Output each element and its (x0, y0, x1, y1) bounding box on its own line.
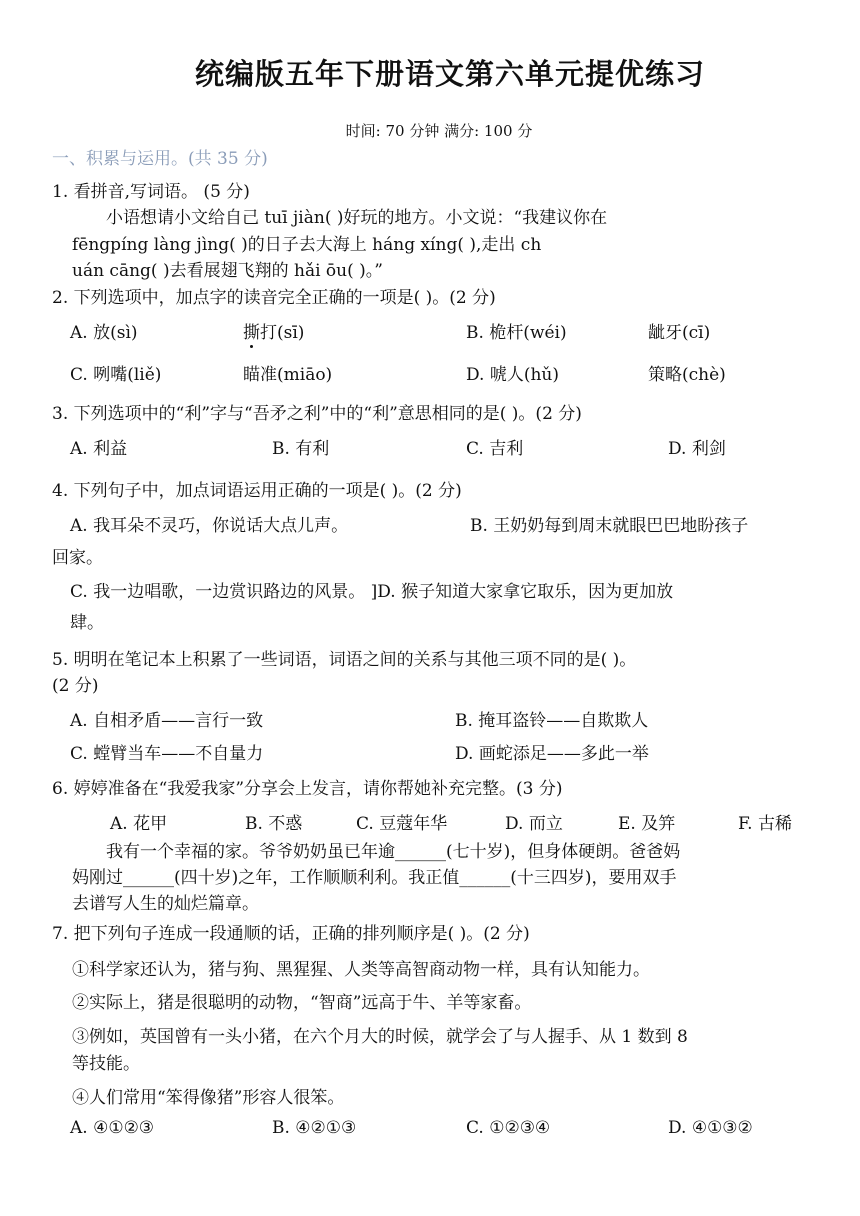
question-2-option-b2: 龇牙(cī) (648, 323, 711, 343)
question-1-stem: 1. 看拼音,写词语。 (5 分) (52, 182, 250, 202)
question-6-option-c: C. 豆蔻年华 (356, 814, 448, 834)
question-2-option-d2: 策略(chè) (648, 365, 726, 385)
question-2-option-d1: D. 唬人(hǔ) (466, 365, 560, 385)
question-6-option-b: B. 不惑 (245, 814, 303, 834)
question-2-option-c1: C. 咧嘴(liě) (70, 365, 162, 385)
question-3-option-d: D. 利剑 (668, 439, 726, 459)
question-2-stem: 2. 下列选项中，加点字的读音完全正确的一项是( )。(2 分) (52, 288, 496, 308)
question-7-sentence-1: ①科学家还认为，猪与狗、黑猩猩、人类等高智商动物一样，具有认知能力。 (72, 960, 650, 980)
question-7-stem: 7. 把下列句子连成一段通顺的话，正确的排列顺序是( )。(2 分) (52, 924, 530, 944)
section-heading: 一、积累与运用。(共 35 分) (52, 149, 268, 169)
question-7-option-b: B. ④②①③ (272, 1118, 357, 1138)
question-6-option-e: E. 及笄 (618, 814, 676, 834)
exam-meta: 时间: 70 分钟 满分: 100 分 (345, 122, 533, 140)
question-3-option-c: C. 吉利 (466, 439, 524, 459)
question-2-option-a2: 撕打(sī) (243, 318, 304, 343)
question-7-sentence-2: ②实际上，猪是很聪明的动物，“智商”远高于牛、羊等家畜。 (72, 993, 532, 1013)
question-3-option-b: B. 有利 (272, 439, 330, 459)
question-6-stem: 6. 婷婷准备在“我爱我家”分享会上发言，请你帮她补充完整。(3 分) (52, 779, 563, 799)
question-6-passage-2: 妈刚过______(四十岁)之年，工作顺顺利利。我正值______(十三四岁)，要用双手 (72, 868, 677, 888)
question-4-option-d-cont: 肆。 (70, 613, 104, 633)
question-4-option-b: B. 王奶奶每到周末就眼巴巴地盼孩子 (470, 516, 749, 536)
question-5-option-b: B. 掩耳盗铃——自欺欺人 (455, 711, 649, 731)
question-6-passage-3: 去谱写人生的灿烂篇章。 (72, 894, 259, 914)
question-1-line-3: uán cāng( )去看展翅飞翔的 hǎi ōu( )。” (72, 261, 383, 281)
question-5-score: (2 分) (52, 676, 99, 696)
question-4-option-b-cont: 回家。 (52, 548, 103, 568)
question-5-option-a: A. 自相矛盾——言行一致 (70, 711, 264, 731)
question-7-option-d: D. ④①③② (668, 1118, 753, 1138)
question-7-option-c: C. ①②③④ (466, 1118, 551, 1138)
question-5-stem: 5. 明明在笔记本上积累了一些词语，词语之间的关系与其他三项不同的是( )。 (52, 650, 637, 670)
question-7-sentence-3: ③例如，英国曾有一头小猪，在六个月大的时候，就学会了与人握手、从 1 数到 8 (72, 1027, 688, 1047)
page-title: 统编版五年下册语文第六单元提优练习 (194, 57, 705, 91)
question-3-option-a: A. 利益 (70, 439, 128, 459)
question-1-line-2: fēngpíng làng jìng( )的日子去大海上 háng xíng( ),走出 ch (72, 235, 542, 255)
question-6-option-a: A. 花甲 (110, 814, 168, 834)
question-4-option-a: A. 我耳朵不灵巧，你说话大点儿声。 (70, 516, 349, 536)
question-7-sentence-4: ④人们常用“笨得像猪”形容人很笨。 (72, 1088, 345, 1108)
question-7-option-a: A. ④①②③ (70, 1118, 155, 1138)
question-5-option-d: D. 画蛇添足——多此一举 (455, 744, 649, 764)
question-2-option-c2: 瞄准(miāo) (243, 365, 333, 385)
question-6-option-f: F. 古稀 (738, 814, 792, 834)
question-2-option-b1: B. 桅杆(wéi) (466, 323, 567, 343)
question-3-stem: 3. 下列选项中的“利”字与“吾矛之利”中的“利”意思相同的是( )。(2 分) (52, 404, 582, 424)
question-6-option-d: D. 而立 (505, 814, 563, 834)
question-6-passage-1: 我有一个幸福的家。爷爷奶奶虽已年逾______(七十岁)，但身体硬朗。爸爸妈 (106, 842, 681, 862)
question-1-line-1: 小语想请小文给自己 tuī jiàn( )好玩的地方。小文说：“我建议你在 (106, 208, 608, 228)
question-4-stem: 4. 下列句子中，加点词语运用正确的一项是( )。(2 分) (52, 481, 462, 501)
question-2-option-a1: A. 放(sì) (70, 323, 138, 343)
question-7-sentence-3-cont: 等技能。 (72, 1054, 140, 1074)
question-5-option-c: C. 螳臂当车——不自量力 (70, 744, 264, 764)
question-4-option-c-d: C. 我一边唱歌，一边赏识路边的风景。 ]D. 猴子知道大家拿它取乐，因为更加放 (70, 582, 674, 602)
